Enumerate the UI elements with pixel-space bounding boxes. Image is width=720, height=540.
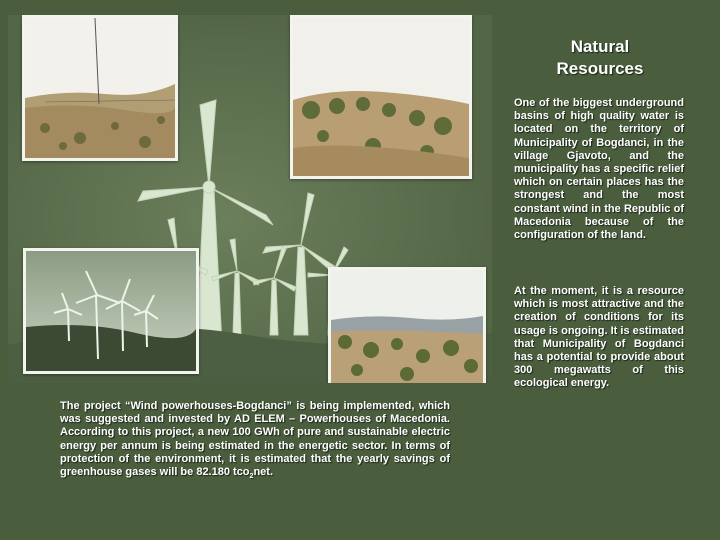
unit-tail: net. (253, 466, 273, 479)
project-paragraph (60, 400, 450, 483)
title-line-2: Resources (556, 59, 644, 78)
project-text: The project “Wind powerhouses-Bogdanci” is being implemented, which was suggested and invested by AD ELEM – Powerhouses of Macedonia. According to this project, a new 100 GWh of pure and sustainable electric energy per annum is being estimated in the energetic sector. In terms of protection of the environment, it is estimated that the yearly savings of greenhouse gases will be 82.180 (60, 400, 450, 479)
unit-main: tco (233, 466, 250, 479)
title-line-1: Natural (570, 37, 630, 56)
landscape-photo-top-left (22, 15, 178, 161)
photo-collage (8, 15, 492, 383)
water-wind-paragraph: One of the biggest underground basins of high quality water is located on the territory of Municipality of Bogdanci, in the village Gjavoto, and the municipality has a specific relief which on certain places has the strongest and the most constant wind in the Republic of Macedonia because of the configuration of the land. (514, 97, 684, 242)
project-unit (233, 466, 273, 481)
landscape-photo-top-right (290, 15, 472, 179)
unit-subscript: 2 (249, 473, 254, 481)
potential-paragraph: At the moment, it is a resource which is most attractive and the creation of conditions for its usage is ongoing. It is estimated that Municipality of Bogdanci has a potential to provide about 300 megawatts of this ecological energy. (514, 285, 684, 390)
wind-farm-photo (23, 248, 199, 374)
landscape-photo-bottom-right (328, 267, 486, 383)
page-title (520, 36, 680, 80)
